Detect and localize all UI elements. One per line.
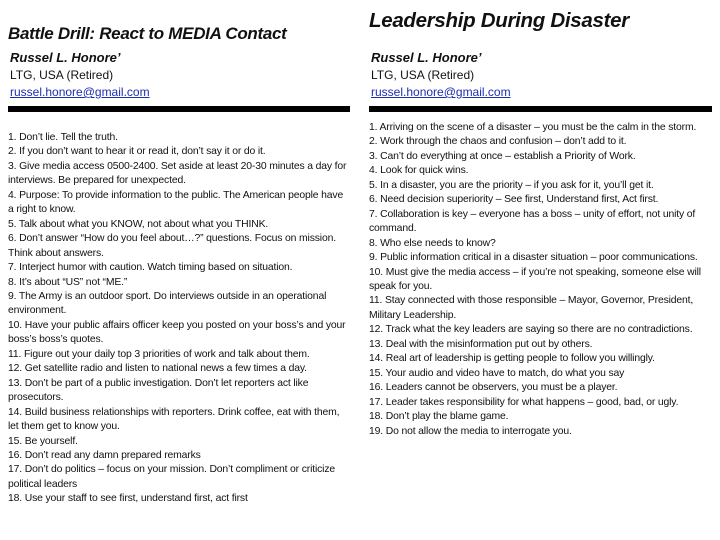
list-item: 8. Who else needs to know? (369, 237, 496, 249)
list-item: 8. It’s about “US” not “ME.” (8, 276, 128, 288)
list-item: 9. The Army is an outdoor sport. Do interviews outside in an operational environment. (8, 290, 327, 317)
left-email-link[interactable]: russel.honore@gmail.com (10, 85, 150, 99)
list-item: 5. Talk about what you KNOW, not about what you THINK. (8, 218, 269, 230)
list-item: 6. Don’t answer “How do you feel about…?” questions. Focus on mission. Think about answers. (8, 233, 336, 259)
list-item: 1. Don’t lie. Tell the truth. (8, 132, 118, 143)
list-item: 1. Arriving on the scene of a disaster – you must be the calm in the storm. (369, 122, 697, 133)
list-item: 15. Be yourself. (8, 435, 78, 447)
list-item: 12. Get satellite radio and listen to national news a few times a day. (8, 363, 307, 375)
list-item: 11. Stay connected with those responsible – Mayor, Governor, President, Military Leadership. (369, 295, 694, 321)
list-item: 14. Build business relationships with reporters. Drink coffee, eat with them, let them get to know you. (8, 406, 340, 433)
list-item: 4. Purpose: To provide information to the public. The American people have a right to know. (8, 189, 344, 216)
list-item: 18. Use your staff to see first, understand first, act first (8, 493, 248, 505)
right-author: Russel L. Honore’ (371, 50, 482, 65)
right-rank: LTG, USA (Retired) (371, 68, 475, 82)
list-item: 13. Deal with the misinformation put out by others. (369, 338, 593, 350)
list-item: 4. Look for quick wins. (369, 165, 469, 177)
list-item: 19. Do not allow the media to interrogate you. (369, 425, 572, 437)
right-list (369, 121, 709, 439)
list-item: 13. Don’t be part of a public investigation. Don’t let reporters act like prosecutors. (8, 377, 309, 404)
left-rank: LTG, USA (Retired) (10, 68, 114, 82)
right-email-link[interactable]: russel.honore@gmail.com (371, 85, 511, 99)
list-item: 10. Have your public affairs officer keep you posted on your boss’s and your boss’s boss’s quotes. (8, 319, 346, 346)
list-item: 3. Can’t do everything at once – establish a Priority of Work. (369, 150, 636, 162)
list-item: 5. In a disaster, you are the priority – if you ask for it, you’ll get it. (369, 179, 654, 191)
list-item: 6. Need decision superiority – See first, Understand first, Act first. (369, 194, 659, 206)
list-item: 17. Leader takes responsibility for what happens – good, bad, or ugly. (369, 396, 679, 408)
list-item: 7. Collaboration is key – everyone has a boss – unity of effort, not unity of command. (369, 208, 696, 235)
left-divider (8, 106, 350, 112)
list-item: 10. Must give the media access – if you’re not speaking, someone else will speak for you. (369, 266, 701, 292)
right-divider (369, 106, 712, 112)
left-list (8, 131, 348, 507)
list-item: 2. Work through the chaos and confusion – don’t add to it. (369, 136, 627, 148)
list-item: 12. Track what the key leaders are saying so there are no contradictions. (369, 324, 693, 336)
list-item: 16. Leaders cannot be observers, you must be a player. (369, 382, 618, 394)
list-item: 17. Don’t do politics – focus on your mission. Don’t compliment or criticize political leaders (8, 464, 336, 490)
list-item: 18. Don’t play the blame game. (369, 411, 509, 423)
list-item: 7. Interject humor with caution. Watch timing based on situation. (8, 262, 293, 274)
list-item: 2. If you don’t want to hear it or read it, don’t say it or do it. (8, 146, 266, 158)
list-item: 9. Public information critical in a disaster situation – poor communications. (369, 252, 698, 264)
list-item: 16. Don’t read any damn prepared remarks (8, 449, 201, 461)
list-item: 15. Your audio and video have to match, do what you say (369, 367, 625, 379)
left-title: Battle Drill: React to MEDIA Contact (8, 24, 287, 43)
right-title: Leadership During Disaster (369, 9, 629, 32)
left-author: Russel L. Honore’ (10, 50, 121, 65)
list-item: 11. Figure out your daily top 3 priorities of work and talk about them. (8, 348, 310, 360)
list-item: 3. Give media access 0500-2400. Set aside at least 20-30 minutes a day for interviews. Be prepared for unexpected. (8, 160, 347, 187)
list-item: 14. Real art of leadership is getting people to follow you willingly. (369, 353, 655, 365)
